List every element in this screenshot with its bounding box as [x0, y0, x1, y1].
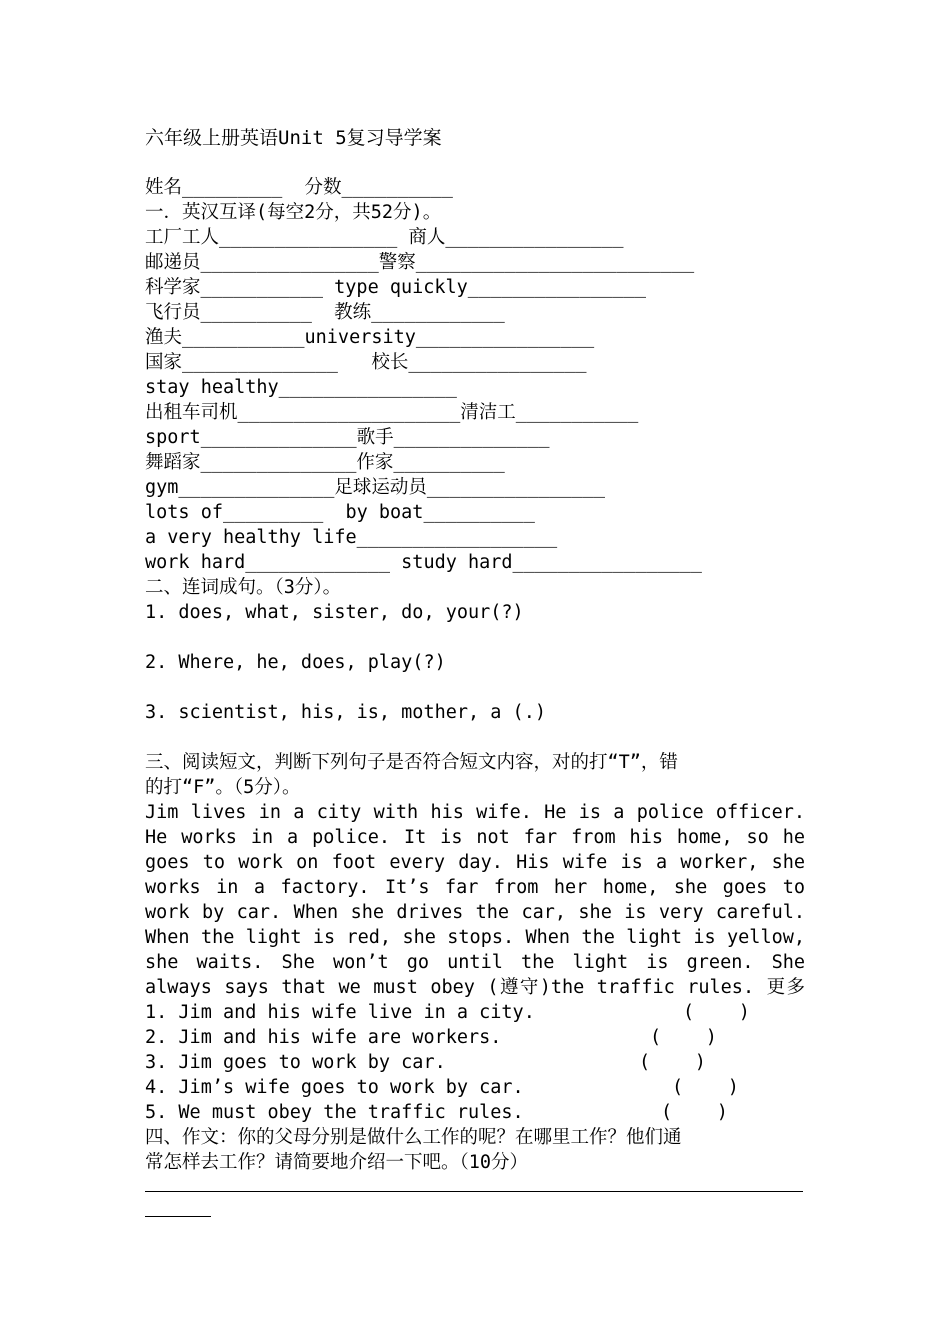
vocab-line: gym______________足球运动员________________	[145, 477, 606, 498]
section1-heading: 一．英汉互译(每空2分，共52分)。	[145, 202, 442, 223]
passage-line: work by car. When she drives the car, she is very careful.	[145, 902, 805, 923]
name-score-line: 姓名_________ 分数__________	[145, 177, 453, 198]
vocab-line: 飞行员__________ 教练____________	[145, 302, 505, 323]
tf-question: 5. We must obey the traffic rules.	[145, 1102, 524, 1123]
vocab-line: lots of_________ by boat__________	[145, 502, 535, 523]
vocab-line: 出租车司机____________________清洁工___________	[145, 402, 639, 423]
answer-bracket[interactable]: ( )	[661, 1102, 728, 1123]
section4-heading: 常怎样去工作？请简要地介绍一下吧。（10分）	[145, 1152, 529, 1173]
sentence-item: 2. Where, he, does, play(?)	[145, 652, 446, 673]
passage-line: she waits. She won’t go until the light is green. She	[145, 952, 805, 973]
vocab-line: 邮递员________________警察_________________________	[145, 252, 695, 273]
vocab-line: 国家______________ 校长________________	[145, 352, 587, 373]
writing-line[interactable]	[145, 1216, 211, 1217]
tf-question: 2. Jim and his wife are workers.	[145, 1027, 502, 1048]
tf-question: 3. Jim goes to work by car.	[145, 1052, 446, 1073]
reading-passage	[145, 800, 805, 1000]
passage-line: Jim lives in a city with his wife. He is a police officer.	[145, 802, 805, 823]
answer-bracket[interactable]: ( )	[639, 1052, 706, 1073]
answer-bracket[interactable]: ( )	[650, 1027, 717, 1048]
tf-question: 1. Jim and his wife live in a city.	[145, 1002, 535, 1023]
section2-heading: 二、连词成句。（3分）。	[145, 577, 342, 598]
passage-line: He works in a police. It is not far from his home, so he	[145, 827, 805, 848]
vocab-line: a very healthy life__________________	[145, 527, 558, 548]
passage-line: goes to work on foot every day. His wife is a worker, she	[145, 852, 805, 873]
page-title: 六年级上册英语Unit 5复习导学案	[145, 127, 442, 149]
vocab-line: 科学家___________ type quickly________________	[145, 277, 647, 298]
vocab-line: 工厂工人________________ 商人________________	[145, 227, 624, 248]
answer-bracket[interactable]: ( )	[672, 1077, 739, 1098]
vocab-line: 渔夫___________university________________	[145, 327, 595, 348]
tf-question: 4. Jim’s wife goes to work by car.	[145, 1077, 524, 1098]
answer-bracket[interactable]: ( )	[683, 1002, 750, 1023]
vocab-line: sport______________歌手______________	[145, 427, 550, 448]
vocab-line: work hard_____________ study hard_________________	[145, 552, 702, 573]
sentence-item: 1. does, what, sister, do, your(?)	[145, 602, 524, 623]
writing-line[interactable]	[145, 1191, 803, 1192]
passage-line: works in a factory. It’s far from her home, she goes to	[145, 877, 805, 898]
passage-line: When the light is red, she stops. When the light is yellow,	[145, 927, 805, 948]
section3-heading: 三、阅读短文，判断下列句子是否符合短文内容，对的打“T”，错	[145, 752, 678, 773]
vocab-line: stay healthy________________	[145, 377, 457, 398]
sentence-item: 3. scientist, his, is, mother, a (.)	[145, 702, 546, 723]
section3-heading: 的打“F”。（5分）。	[145, 777, 301, 798]
passage-line: always says that we must obey (遵守)the traffic rules. 更多	[145, 977, 805, 998]
section4-heading: 四、作文：你的父母分别是做什么工作的呢？在哪里工作？他们通	[145, 1127, 682, 1148]
vocab-line: 舞蹈家______________作家__________	[145, 452, 505, 473]
